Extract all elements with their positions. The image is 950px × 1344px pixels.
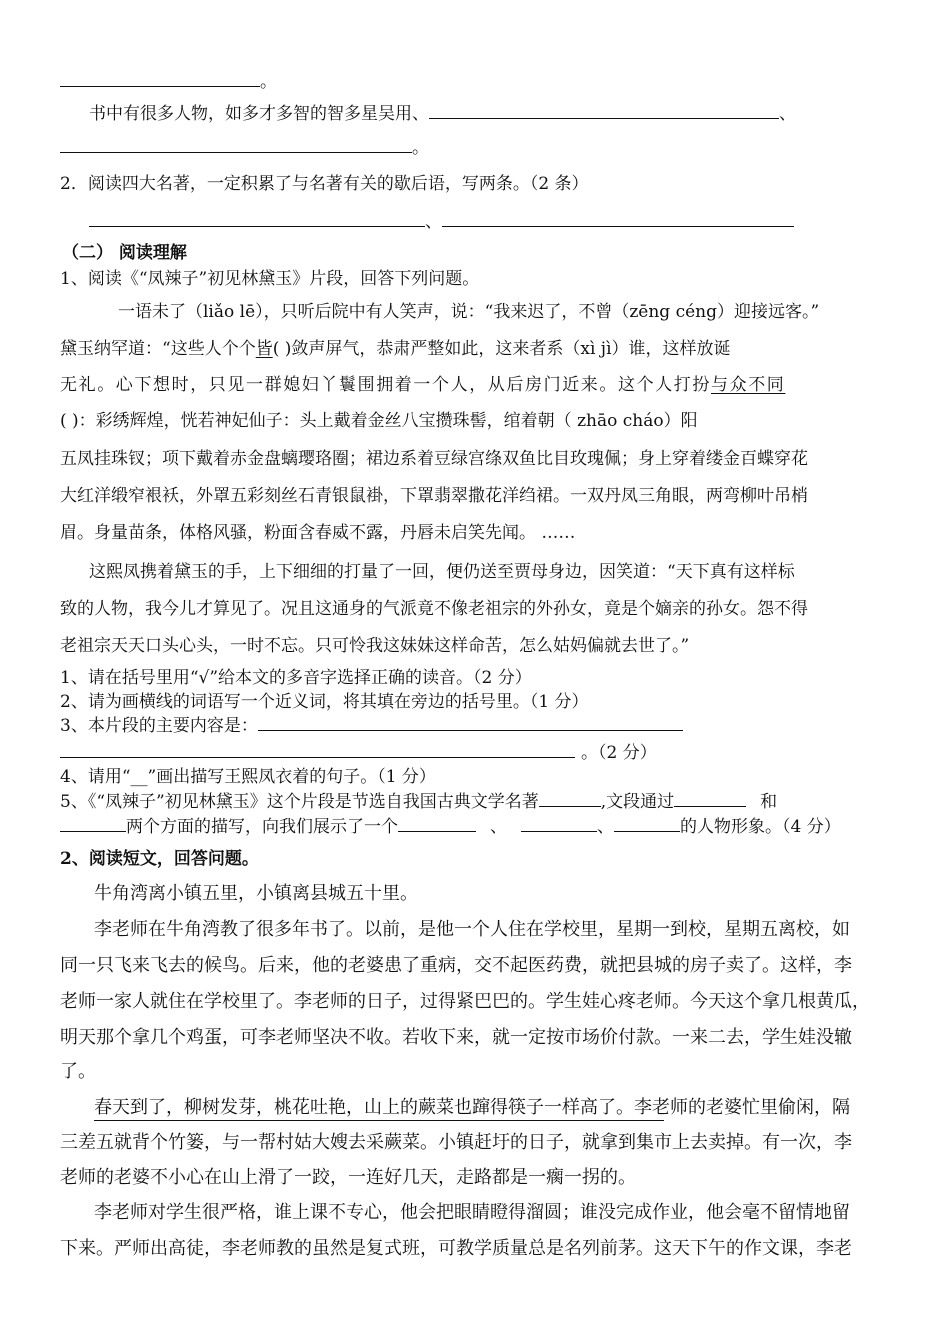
passage1-line-10: 老祖宗天天口头心头，一时不忘。只可怜我这妹妹这样命苦，怎么姑妈偏就去世了。” [60, 636, 690, 656]
separator: 、 [425, 212, 442, 232]
answer-blank[interactable] [60, 70, 260, 87]
characters-question [89, 102, 796, 126]
item1-title: 1、阅读《“凤辣子”初见林黛玉》片段，回答下列问题。 [60, 269, 480, 289]
text-segment: 和 [760, 792, 778, 812]
question-3-continued [60, 741, 657, 765]
passage2-line-11: 下来。严师出高徒，李老师教的虽然是复式班，可教学质量总是名列前茅。这天下午的作文课，李老 [60, 1238, 852, 1259]
answer-line-row [60, 136, 429, 160]
text-segment: 4、请用“ [60, 767, 131, 787]
passage1-line-7: 眉。身量苗条，体格风骚，粉面含春威不露，丹唇未启笑先闻。 …… [60, 523, 576, 543]
question-1: 1、请在括号里用“√”给本文的多音字选择正确的读音。（2 分） [60, 668, 532, 688]
passage1-line-1: 一语未了（liǎo lē），只听后院中有人笑声，说：“我来迟了，不曾（zēng céng）迎接远客。” [118, 302, 820, 322]
passage2-line-4: 老师一家人就住在学校里了。李老师的日子，过得紧巴巴的。学生娃心疼老师。今天这个拿几根黄瓜， [60, 991, 870, 1012]
passage2-line-10: 李老师对学生很严格，谁上课不专心，他会把眼睛瞪得溜圆；谁没完成作业，他会毫不留情地留 [94, 1202, 850, 1223]
score-note: 。（2 分） [581, 743, 657, 763]
answer-line-row [89, 210, 794, 234]
passage1-line-5: 五凤挂珠钗；项下戴着赤金盘螭璎珞圈；裙边系着豆绿宫绦双鱼比目玫瑰佩；身上穿着缕金百蝶穿花 [60, 449, 808, 469]
underlined-word: 与众不同 [711, 375, 786, 395]
text-segment: ( )敛声屏气，恭肃严整如此，这来者系（xì jì）谁，这样放诞 [272, 339, 731, 359]
text-segment: 的人物形象。（4 分） [680, 817, 841, 837]
end-mark: 。 [260, 72, 277, 92]
question-4 [60, 765, 436, 789]
end-mark: 。 [412, 138, 429, 158]
passage1-line-9: 致的人物，我今儿才算见了。况且这通身的气派竟不像老祖宗的外孙女，竟是个嫡亲的孙女。怨不得 [60, 599, 808, 619]
question-label: 3、本片段的主要内容是： [60, 716, 258, 736]
answer-line-row [60, 70, 277, 94]
passage2-line-2: 李老师在牛角湾教了很多年书了。以前，是他一个人住在学校里，星期一到校，星期五离校，如 [94, 919, 850, 940]
characters-prefix: 书中有很多人物，如多才多智的智多星吴用、 [89, 104, 429, 124]
text-segment: ”画出描写王熙凤衣着的句子。（1 分） [147, 767, 436, 787]
text-segment: ,文段通过 [600, 792, 675, 812]
sentence-underline [94, 1120, 664, 1121]
answer-blank[interactable] [258, 714, 683, 731]
answer-blank[interactable] [674, 790, 746, 807]
answer-blank[interactable] [60, 815, 126, 832]
separator: 、 [779, 104, 796, 124]
passage2-line-5: 明天那个拿几个鸡蛋，可李老师坚决不收。若收下来，就一定按市场价付款。一来二去，学生娃没辙 [60, 1027, 852, 1048]
text-segment: 两个方面的描写，向我们展示了一个 [126, 817, 398, 837]
item2-title: 2、阅读短文，回答问题。 [60, 849, 259, 869]
separator: 、 [597, 817, 614, 837]
question-5-continued [60, 815, 841, 839]
answer-blank[interactable] [398, 815, 476, 832]
question-2-proverbs: 2．阅读四大名著，一定积累了与名著有关的歇后语，写两条。（2 条） [60, 174, 589, 194]
passage1-line-8: 这熙凤携着黛玉的手，上下细细的打量了一回，便仍送至贾母身边，因笑道：“天下真有这样标 [89, 562, 795, 582]
answer-blank[interactable] [614, 815, 680, 832]
question-3 [60, 714, 683, 738]
passage1-line-2 [60, 337, 731, 361]
passage2-line-8: 三差五就背个竹篓，与一帮村姑大嫂去采蕨菜。小镇赶圩的日子，就拿到集市上去卖掉。有一次，李 [60, 1132, 852, 1153]
text-segment: 无礼。心下想时，只见一群媳妇丫鬟围拥着一个人，从后房门近来。这个人打扮 [60, 375, 711, 395]
passage2-line-6: 了。 [60, 1061, 96, 1082]
text-segment: 黛玉纳罕道：“这些人个个 [60, 339, 256, 359]
passage2-line-1: 牛角湾离小镇五里，小镇离县城五十里。 [94, 883, 418, 904]
passage1-line-3 [60, 373, 785, 397]
answer-blank[interactable] [60, 741, 575, 758]
text-segment: 5、《“凤辣子”初见林黛玉》这个片段是节选自我国古典文学名著 [60, 792, 539, 812]
underline-mark: __ [130, 767, 148, 787]
passage2-line-3: 同一只飞来飞去的候鸟。后来，他的老婆患了重病，交不起医药费，就把县城的房子卖了。这样，李 [60, 955, 852, 976]
question-5 [60, 790, 777, 814]
answer-blank[interactable] [521, 815, 597, 832]
section-title: （二） 阅读理解 [62, 243, 187, 263]
answer-blank[interactable] [442, 210, 794, 227]
answer-blank[interactable] [539, 790, 601, 807]
separator: 、 [490, 817, 507, 837]
answer-blank[interactable] [60, 136, 412, 153]
passage1-line-6: 大红洋缎窄裉袄，外罩五彩刻丝石青银鼠褂，下罩翡翠撒花洋绉裙。一双丹凤三角眼，两弯柳叶吊梢 [60, 486, 808, 506]
question-2: 2、请为画横线的词语写一个近义词，将其填在旁边的括号里。（1 分） [60, 692, 589, 712]
passage2-line-7: 春天到了，柳树发芽，桃花吐艳，山上的蕨菜也蹿得筷子一样高了。李老师的老婆忙里偷闲，隔 [94, 1097, 850, 1118]
answer-blank[interactable] [429, 102, 779, 119]
passage1-line-4: ( )：彩绣辉煌，恍若神妃仙子：头上戴着金丝八宝攒珠髻，绾着朝（ zhāo cháo）阳 [60, 411, 698, 431]
underlined-word: 皆 [255, 339, 273, 359]
answer-blank[interactable] [89, 210, 425, 227]
passage2-line-9: 老师的老婆不小心在山上滑了一跤，一连好几天，走路都是一瘸一拐的。 [60, 1167, 636, 1188]
